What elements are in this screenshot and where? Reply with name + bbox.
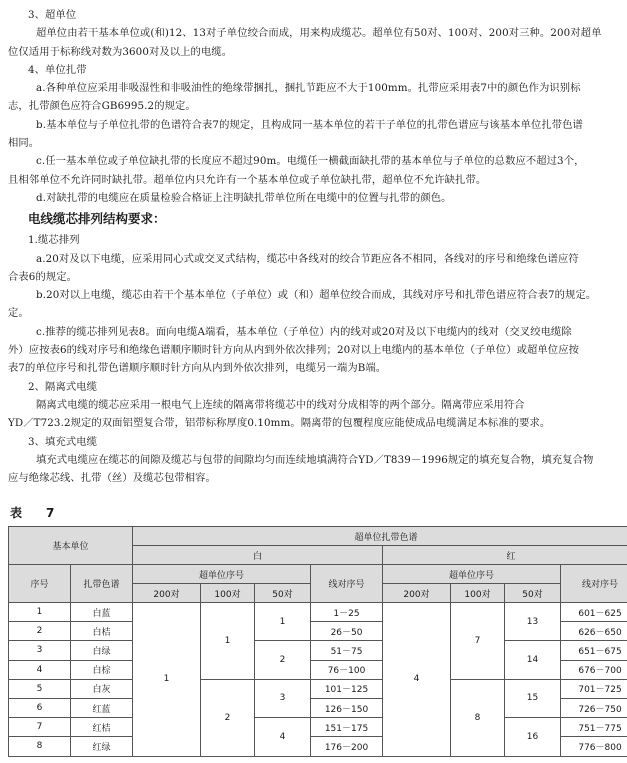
cell-white-pairs: 26－50 bbox=[311, 622, 383, 641]
cell-band-color: 白棕 bbox=[71, 660, 133, 679]
cell-band-color: 红桔 bbox=[71, 718, 133, 737]
cell-band-color: 红绿 bbox=[71, 737, 133, 756]
table-row bbox=[9, 718, 627, 737]
text-line: 4、单位扎带 bbox=[28, 63, 87, 76]
header-200-white: 200对 bbox=[133, 584, 201, 603]
cell-white-pairs: 126－150 bbox=[311, 698, 383, 717]
header-basic-unit: 基本单位 bbox=[9, 527, 133, 565]
text-line: a.20对及以下电缆，应采用同心式或交叉式结构，缆芯中各线对的绞合节距应各不相同，各线对的序号和绝缘色谱应符 bbox=[36, 252, 579, 265]
text-line: 1.缆芯排列 bbox=[28, 234, 80, 247]
cell-seq: 5 bbox=[9, 679, 71, 698]
cell-red-100: 7 bbox=[451, 603, 505, 680]
cell-seq: 4 bbox=[9, 660, 71, 679]
table-row bbox=[9, 603, 627, 622]
text-line: b.基本单位与子单位扎带的色谱符合表7的规定，且构成同一基本单位的若干子单位的扎带色谱应与该基本单位扎带色谱 bbox=[36, 118, 583, 131]
cell-red-50: 14 bbox=[505, 641, 561, 679]
cell-white-50: 4 bbox=[255, 718, 311, 756]
cell-red-50: 16 bbox=[505, 718, 561, 756]
cell-white-pairs: 151－175 bbox=[311, 718, 383, 737]
cell-seq: 6 bbox=[9, 698, 71, 717]
cell-red-pairs: 701－725 bbox=[561, 679, 627, 698]
header-super-seq-white: 超单位序号 bbox=[133, 565, 311, 584]
cell-white-pairs: 1－25 bbox=[311, 603, 383, 622]
text-line: 2、隔离式电缆 bbox=[28, 380, 98, 393]
header-50-white: 50对 bbox=[255, 584, 311, 603]
cell-white-pairs: 51－75 bbox=[311, 641, 383, 660]
text-line: 相同。 bbox=[8, 137, 40, 150]
cell-red-pairs: 601－625 bbox=[561, 603, 627, 622]
cell-red-100: 8 bbox=[451, 679, 505, 756]
header-white: 白 bbox=[133, 546, 383, 565]
cell-white-100: 1 bbox=[201, 603, 255, 680]
text-line: 定。 bbox=[8, 307, 29, 320]
header-50-red: 50对 bbox=[505, 584, 561, 603]
header-100-white: 100对 bbox=[201, 584, 255, 603]
cell-band-color: 白灰 bbox=[71, 679, 133, 698]
cell-white-50: 3 bbox=[255, 679, 311, 717]
header-pair-seq-red: 线对序号 bbox=[561, 565, 627, 603]
cell-seq: 8 bbox=[9, 737, 71, 756]
cell-white-50: 2 bbox=[255, 641, 311, 679]
header-super-unit-band: 超单位扎带色谱 bbox=[133, 527, 627, 546]
section-heading: 电线缆芯排列结构要求： bbox=[28, 211, 166, 227]
text-line: 外）应按表6的线对序号和绝缘色谱顺序顺时针方向从内到外依次排列；20对以上电缆内的基本单位（子单位）或超单位应按 bbox=[8, 344, 579, 357]
text-line: 志，扎带颜色应符合GB6995.2的规定。 bbox=[8, 100, 196, 113]
cell-red-pairs: 726－750 bbox=[561, 698, 627, 717]
cell-white-pairs: 101－125 bbox=[311, 679, 383, 698]
text-line: 位仅适用于标称线对数为3600对及以上的电缆。 bbox=[8, 45, 233, 58]
cell-red-pairs: 676－700 bbox=[561, 660, 627, 679]
cell-red-200: 4 bbox=[383, 603, 451, 757]
header-super-seq-red: 超单位序号 bbox=[383, 565, 561, 584]
text-line: YD／T723.2规定的双面铝塑复合带，铝带标称厚度0.10mm。隔离带的包覆程度应能使成品电缆满足本标准的要求。 bbox=[8, 417, 551, 430]
text-line: b.20对以上电缆，缆芯由若干个基本单位（子单位）或（和）超单位绞合而成，其线对序号和扎带色谱应符合表7的规定。 bbox=[36, 289, 597, 302]
text-line: 且相邻单位不允许同时缺扎带。超单位内只允许有一个基本单位或子单位缺扎带，超单位不允许缺扎带。 bbox=[8, 173, 487, 186]
header-200-red: 200对 bbox=[383, 584, 451, 603]
cell-white-pairs: 76－100 bbox=[311, 660, 383, 679]
text-line: d.对缺扎带的电缆应在质量检验合格证上注明缺扎带单位所在电缆中的位置与扎带的颜色。 bbox=[36, 191, 452, 204]
color-code-table bbox=[8, 526, 627, 757]
text-line: 填充式电缆应在缆芯的间隙及缆芯与包带的间隙均匀而连续地填满符合YD／T839－1996规定的填充复合物，填充复合物 bbox=[36, 453, 594, 466]
text-line: 隔离式电缆的缆芯应采用一根电气上连续的隔离带将缆芯中的线对分成相等的两个部分。隔离带应采用符合 bbox=[36, 398, 525, 411]
cell-red-pairs: 651－675 bbox=[561, 641, 627, 660]
table-title: 表 7 bbox=[10, 506, 61, 520]
text-line: 表7的单位序号和扎带色谱顺序顺时针方向从内到外依次排列，电缆另一端为B端。 bbox=[8, 362, 387, 375]
cell-red-pairs: 751－775 bbox=[561, 718, 627, 737]
cell-red-pairs: 776－800 bbox=[561, 737, 627, 756]
cell-band-color: 白绿 bbox=[71, 641, 133, 660]
cell-seq: 2 bbox=[9, 622, 71, 641]
cell-seq: 3 bbox=[9, 641, 71, 660]
text-line: 3、填充式电缆 bbox=[28, 435, 98, 448]
cell-seq: 1 bbox=[9, 603, 71, 622]
cell-band-color: 白蓝 bbox=[71, 603, 133, 622]
header-red: 红 bbox=[383, 546, 627, 565]
table-row bbox=[9, 641, 627, 660]
text-line: 超单位由若干基本单位或(和)12、13对子单位绞合而成，用来构成缆芯。超单位有50对、100对、200对三种。200对超单 bbox=[36, 27, 602, 40]
cell-seq: 7 bbox=[9, 718, 71, 737]
cell-white-50: 1 bbox=[255, 603, 311, 641]
header-100-red: 100对 bbox=[451, 584, 505, 603]
cell-white-100: 2 bbox=[201, 679, 255, 756]
cell-red-50: 13 bbox=[505, 603, 561, 641]
body-text bbox=[8, 6, 620, 487]
header-seq: 序号 bbox=[9, 565, 71, 603]
text-line: c.推荐的缆芯排列见表8。面向电缆A端看，基本单位（子单位）内的线对或20对及以下电缆内的线对（交叉绞电缆除 bbox=[36, 325, 572, 338]
header-pair-seq-white: 线对序号 bbox=[311, 565, 383, 603]
table-row bbox=[9, 679, 627, 698]
text-line: c.任一基本单位或子单位缺扎带的长度应不超过90m。电缆任一横截面缺扎带的基本单位与子单位的总数应不超过3个， bbox=[36, 155, 585, 168]
text-line: 应与绝缘芯线、扎带（丝）及缆芯包带相容。 bbox=[8, 472, 216, 485]
cell-red-50: 15 bbox=[505, 679, 561, 717]
text-line: 3、超单位 bbox=[28, 9, 77, 21]
text-line: a.各种单位应采用非吸湿性和非吸油性的绝缘带捆扎，捆扎节距应不大于100mm。扎带应采用表7中的颜色作为识别标 bbox=[36, 82, 581, 95]
cell-red-pairs: 626－650 bbox=[561, 622, 627, 641]
cell-white-200: 1 bbox=[133, 603, 201, 757]
header-band-color: 扎带色谱 bbox=[71, 565, 133, 603]
cell-white-pairs: 176－200 bbox=[311, 737, 383, 756]
cell-band-color: 红蓝 bbox=[71, 698, 133, 717]
cell-band-color: 白桔 bbox=[71, 622, 133, 641]
text-line: 合表6的规定。 bbox=[8, 270, 78, 283]
